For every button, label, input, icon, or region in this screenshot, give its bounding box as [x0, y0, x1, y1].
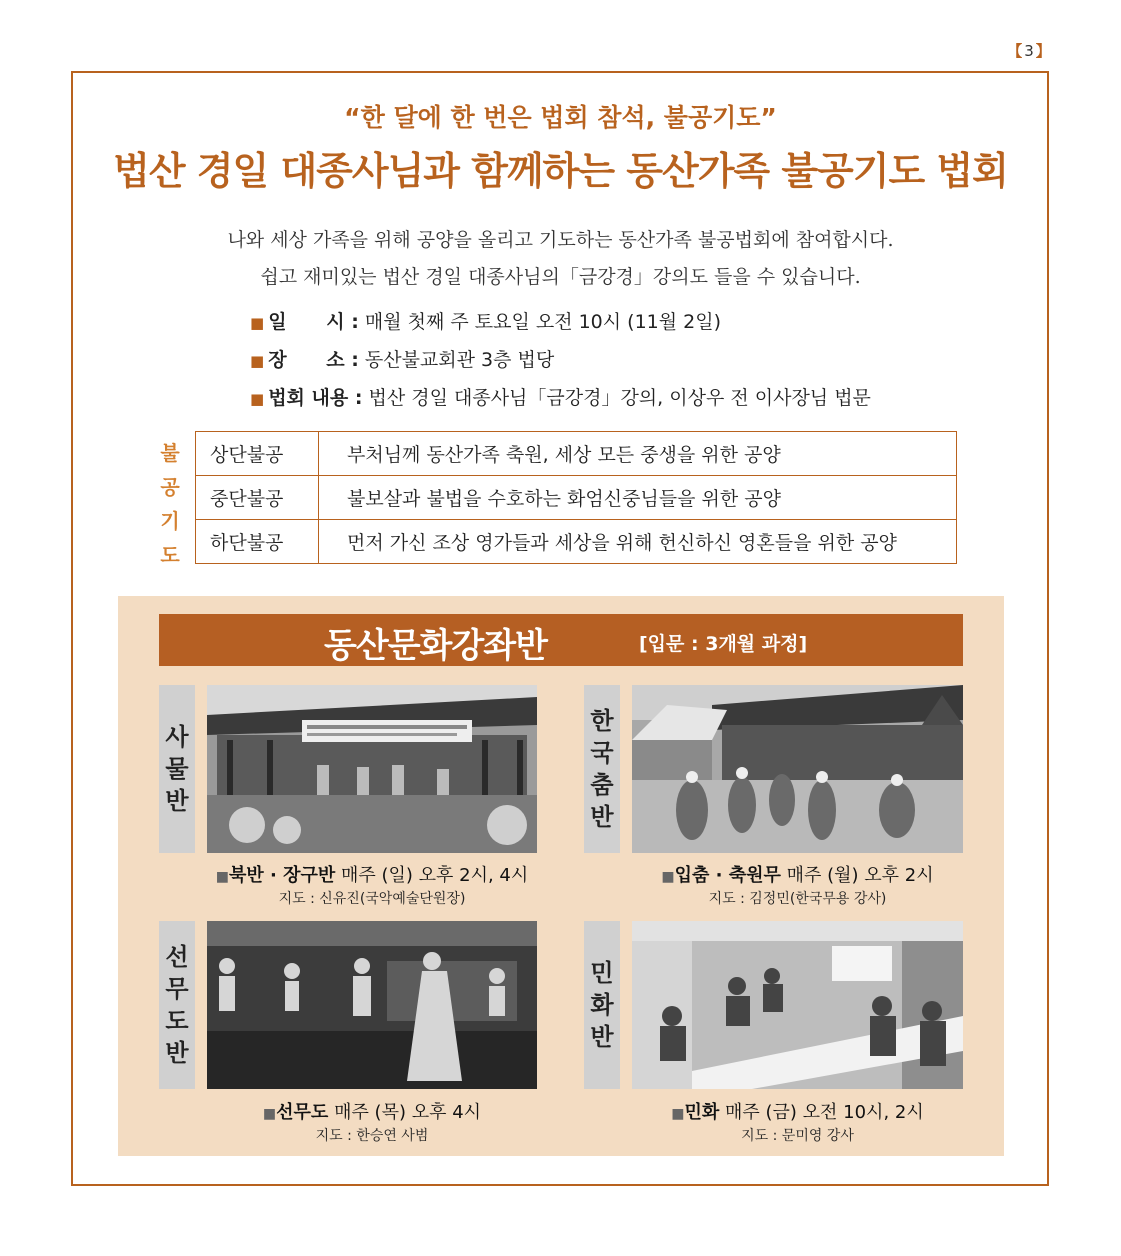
- culture-subtitle: [입문 : 3개월 과정]: [639, 633, 808, 655]
- class-caption-samul: ■북반 · 장구반 매주 (일) 오후 2시, 4시: [215, 865, 529, 886]
- page-number: 【3】: [1007, 42, 1053, 60]
- table-row: [196, 432, 957, 476]
- class-label-korean-dance: 한 국 춤 반: [584, 685, 620, 853]
- prayer-name: 하단불공: [196, 520, 319, 564]
- minhwa-painting-class-photo: [632, 921, 963, 1089]
- event-title: 법산 경일 대종사님과 함께하는 동산가족 불공기도 법회: [113, 148, 1008, 193]
- prayer-side-label: 불 공 기 도: [160, 441, 180, 567]
- class-caption-minhwa: ■민화 매주 (금) 오전 10시, 2시: [671, 1102, 924, 1123]
- prayer-name: 중단불공: [196, 476, 319, 520]
- table-row: [196, 476, 957, 520]
- intro-line-2: 쉽고 재미있는 법산 경일 대종사님의「금강경」강의도 들을 수 있습니다.: [260, 266, 861, 288]
- bullet-square-icon: ■: [262, 1106, 277, 1122]
- class-caption-korean-dance: ■입춤 · 축원무 매주 (월) 오후 2시: [661, 865, 934, 886]
- prayer-desc: 부처님께 동산가족 축원, 세상 모든 중생을 위한 공양: [319, 432, 957, 476]
- seonmudo-practice-photo: [207, 921, 537, 1089]
- culture-banner: [159, 614, 963, 666]
- class-teacher-seonmudo: 지도 : 한승연 사범: [315, 1128, 429, 1144]
- intro-line-1: 나와 세상 가족을 위해 공양을 올리고 기도하는 동산가족 불공법회에 참여합시다.: [227, 229, 894, 251]
- outdoor-percussion-photo: [207, 685, 537, 853]
- bullet-square-icon: ■: [250, 314, 265, 332]
- class-label-minhwa: 민 화 반: [584, 921, 620, 1089]
- event-subtitle: “한 달에 한 번은 법회 참석, 불공기도”: [344, 103, 777, 132]
- class-caption-seonmudo: ■선무도 매주 (목) 오후 4시: [262, 1102, 482, 1123]
- bullet-square-icon: ■: [215, 869, 229, 885]
- prayer-desc: 불보살과 불법을 수호하는 화엄신중님들을 위한 공양: [319, 476, 957, 520]
- class-teacher-korean-dance: 지도 : 김정민(한국무용 강사): [708, 891, 887, 907]
- outdoor-dance-photo: [632, 685, 963, 853]
- class-teacher-samul: 지도 : 신유진(국악예술단원장): [278, 891, 466, 907]
- class-label-seonmudo: 선 무 도 반: [159, 921, 195, 1089]
- culture-title: 동산문화강좌반: [324, 626, 547, 666]
- table-row: [196, 520, 957, 564]
- bullet-square-icon: ■: [250, 390, 265, 408]
- prayer-desc: 먼저 가신 조상 영가들과 세상을 위해 헌신하신 영혼들을 위한 공양: [319, 520, 957, 564]
- bullet-square-icon: ■: [250, 352, 265, 370]
- info-row-place: ■ 장 소 : 동산불교회관 3층 법당: [250, 349, 555, 371]
- prayer-table: [195, 431, 957, 564]
- class-teacher-minhwa: 지도 : 문미영 강사: [741, 1128, 854, 1144]
- info-row-date: ■ 일 시 : 매월 첫째 주 토요일 오전 10시 (11월 2일): [250, 311, 722, 333]
- bullet-square-icon: ■: [661, 869, 675, 885]
- prayer-name: 상단불공: [196, 432, 319, 476]
- bullet-square-icon: ■: [671, 1106, 685, 1122]
- class-label-samul: 사 물 반: [159, 685, 195, 853]
- info-row-content: ■ 법회 내용 : 법산 경일 대종사님「금강경」강의, 이상우 전 이사장님 법문: [250, 387, 871, 409]
- culture-class-panel: [118, 596, 1004, 1156]
